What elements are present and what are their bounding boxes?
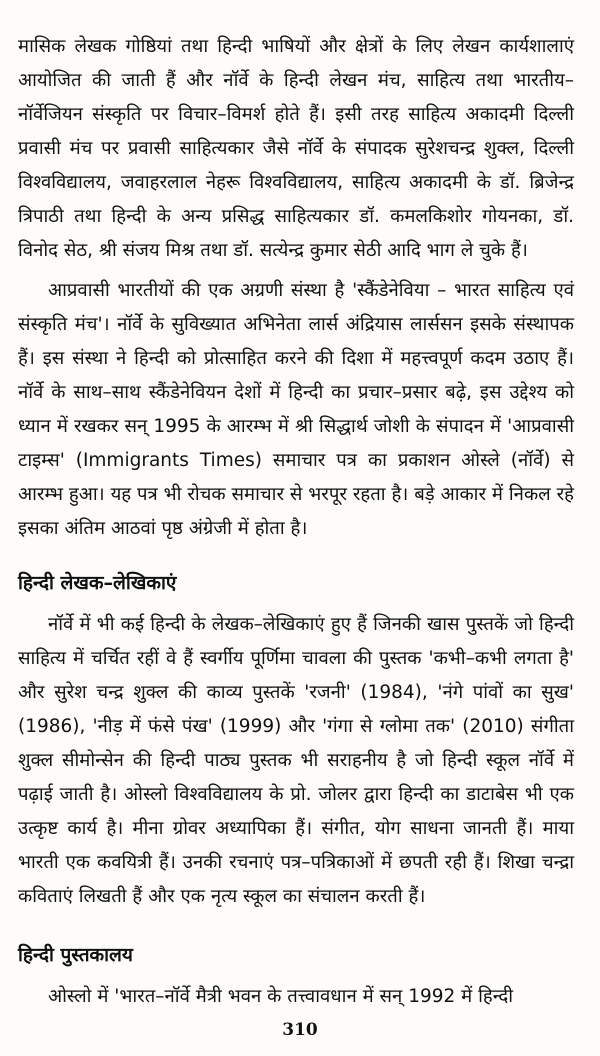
paragraph-writers: नॉर्वे में भी कई हिन्दी के लेखक–लेखिकाएं हुए हैं जिनकी खास पुस्तकें जो हिन्दी साहित्य में चर्चित रहीं वे हैं स्वर्गीय पूर्णिमा चावला की पुस्तक 'कभी–कभी लगता है' और सुरेश चन्द्र शुक्ल की काव्य पुस्तकें 'रजनी' (1984), 'नंगे पांवों का सुख' (1986), 'नीड़ में फंसे पंख' (1999) और 'गंगा से ग्लोमा तक' (2010) संगीता शुक्ल सीमोन्सेन की हिन्दी पाठ्य पुस्तक भी सराहनीय है जो हिन्दी स्कूल नॉर्वे में पढ़ाई जाती है। ओस्लो विश्वविद्यालय के प्रो. जोलर द्वारा हिन्दी का डाटाबेस भी एक उत्कृष्ट कार्य है। मीना ग्रोवर अध्यापिका हैं। संगीत, योग साधना जानती हैं। माया भारती एक कवयित्री हैं। उनकी रचनाएं पत्र–पत्रिकाओं में छपती रही हैं। शिखा चन्द्रा कविताएं लिखती हैं और एक नृत्य स्कूल का संचालन करती हैं। xyxy=(18,614,574,907)
section-heading-writers: हिन्दी लेखक–लेखिकाएं xyxy=(18,572,177,594)
section-heading-library: हिन्दी पुस्तकालय xyxy=(18,944,133,966)
page-number: 310 xyxy=(282,1020,318,1040)
paragraph-intro: मासिक लेखक गोष्ठियां तथा हिन्दी भाषियों और क्षेत्रों के लिए लेखन कार्यशालाएं आयोजित की जाती हैं और नॉर्वे के हिन्दी लेखन मंच, साहित्य तथा भारतीय–नॉर्वेजियन संस्कृति पर विचार–विमर्श होते हैं। इसी तरह साहित्य अकादमी दिल्ली प्रवासी मंच पर प्रवासी साहित्यकार जैसे नॉर्वे के संपादक सुरेशचन्द्र शुक्ल, दिल्ली विश्वविद्यालय, जवाहरलाल नेहरू विश्वविद्यालय, साहित्य अकादमी के डॉ. ब्रिजेन्द्र त्रिपाठी तथा हिन्दी के अन्य प्रसिद्ध साहित्यकार डॉ. कमलकिशोर गोयनका, डॉ. विनोद सेठ, श्री संजय मिश्र तथा डॉ. सत्येन्द्र कुमार सेठी आदि भाग ले चुके हैं। xyxy=(18,36,574,261)
paragraph-immigrant-organization: आप्रवासी भारतीयों की एक अग्रणी संस्था है 'स्कैंडेनेविया – भारत साहित्य एवं संस्कृति मंच'। नॉर्वे के सुविख्यात अभिनेता लार्स अंद्रियास लार्ससन इसके संस्थापक हैं। इस संस्था ने हिन्दी को प्रोत्साहित करने की दिशा में महत्त्वपूर्ण कदम उठाए हैं। नॉर्वे के साथ–साथ स्कैंडेनेवियन देशों में हिन्दी का प्रचार–प्रसार बढ़े, इस उद्देश्य को ध्यान में रखकर सन् 1995 के आरम्भ में श्री सिद्धार्थ जोशी के संपादन में 'आप्रवासी टाइम्स' (Immigrants Times) समाचार पत्र का प्रकाशन ओस्ले (नॉर्वे) से आरम्भ हुआ। यह पत्र भी रोचक समाचार से भरपूर रहता है। बड़े आकार में निकल रहे इसका अंतिम आठवां पृष्ठ अंग्रेजी में होता है। xyxy=(18,280,574,539)
document-page xyxy=(18,30,574,1014)
paragraph-library: ओस्लो में 'भारत–नॉर्वे मैत्री भवन के तत्त्वावधान में सन् 1992 में हिन्दी xyxy=(48,986,514,1007)
